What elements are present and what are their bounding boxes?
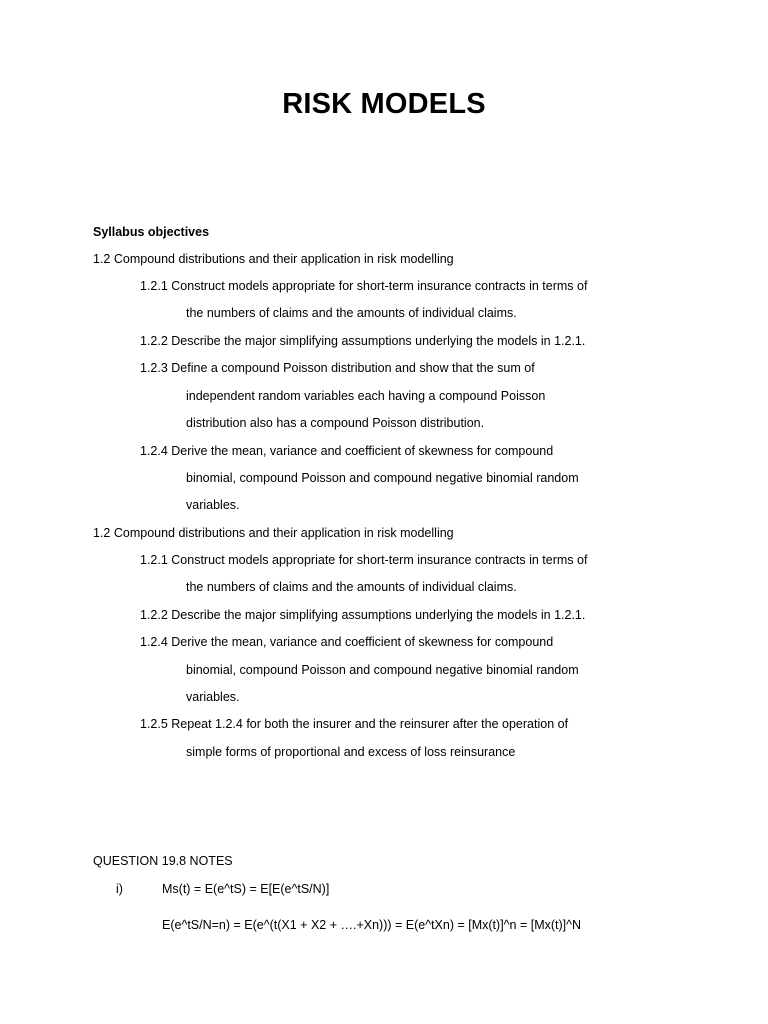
section-heading-1: 1.2 Compound distributions and their application in risk modelling <box>93 252 454 266</box>
section-heading-2: 1.2 Compound distributions and their application in risk modelling <box>93 526 454 540</box>
notes-equation-2: E(e^tS/N=n) = E(e^(t(X1 + X2 + ….+Xn))) = E(e^tXn) = [Mx(t)]^n = [Mx(t)]^N <box>162 918 582 932</box>
page-title: RISK MODELS <box>282 88 486 120</box>
syllabus-heading: Syllabus objectives <box>93 225 210 239</box>
objective-1-2-4-continued: binomial, compound Poisson and compound negative binomial random <box>186 471 579 485</box>
objective-1-2-4-continued: variables. <box>186 498 240 512</box>
objective-1-2-2: 1.2.2 Describe the major simplifying assumptions underlying the models in 1.2.1. <box>140 334 586 348</box>
objective-1-2-1: 1.2.1 Construct models appropriate for short-term insurance contracts in terms of <box>140 279 588 293</box>
objective-1-2-4-continued: binomial, compound Poisson and compound negative binomial random <box>186 663 579 677</box>
notes-equation-1: Ms(t) = E(e^tS) = E[E(e^tS/N)] <box>162 882 330 896</box>
objective-1-2-2: 1.2.2 Describe the major simplifying assumptions underlying the models in 1.2.1. <box>140 608 586 622</box>
notes-heading: QUESTION 19.8 NOTES <box>93 854 233 868</box>
objective-1-2-1-continued: the numbers of claims and the amounts of individual claims. <box>186 580 517 594</box>
notes-item-label: i) <box>116 882 123 896</box>
objective-1-2-4: 1.2.4 Derive the mean, variance and coefficient of skewness for compound <box>140 444 554 458</box>
objective-1-2-5-continued: simple forms of proportional and excess of loss reinsurance <box>186 745 516 759</box>
objective-1-2-4-continued: variables. <box>186 690 240 704</box>
objective-1-2-1-continued: the numbers of claims and the amounts of individual claims. <box>186 306 517 320</box>
objective-1-2-5: 1.2.5 Repeat 1.2.4 for both the insurer and the reinsurer after the operation of <box>140 717 569 731</box>
objective-1-2-3: 1.2.3 Define a compound Poisson distribution and show that the sum of <box>140 361 535 375</box>
objective-1-2-4: 1.2.4 Derive the mean, variance and coefficient of skewness for compound <box>140 635 554 649</box>
objective-1-2-3-continued: independent random variables each having a compound Poisson <box>186 389 546 403</box>
objective-1-2-1: 1.2.1 Construct models appropriate for short-term insurance contracts in terms of <box>140 553 588 567</box>
objective-1-2-3-continued: distribution also has a compound Poisson distribution. <box>186 416 485 430</box>
